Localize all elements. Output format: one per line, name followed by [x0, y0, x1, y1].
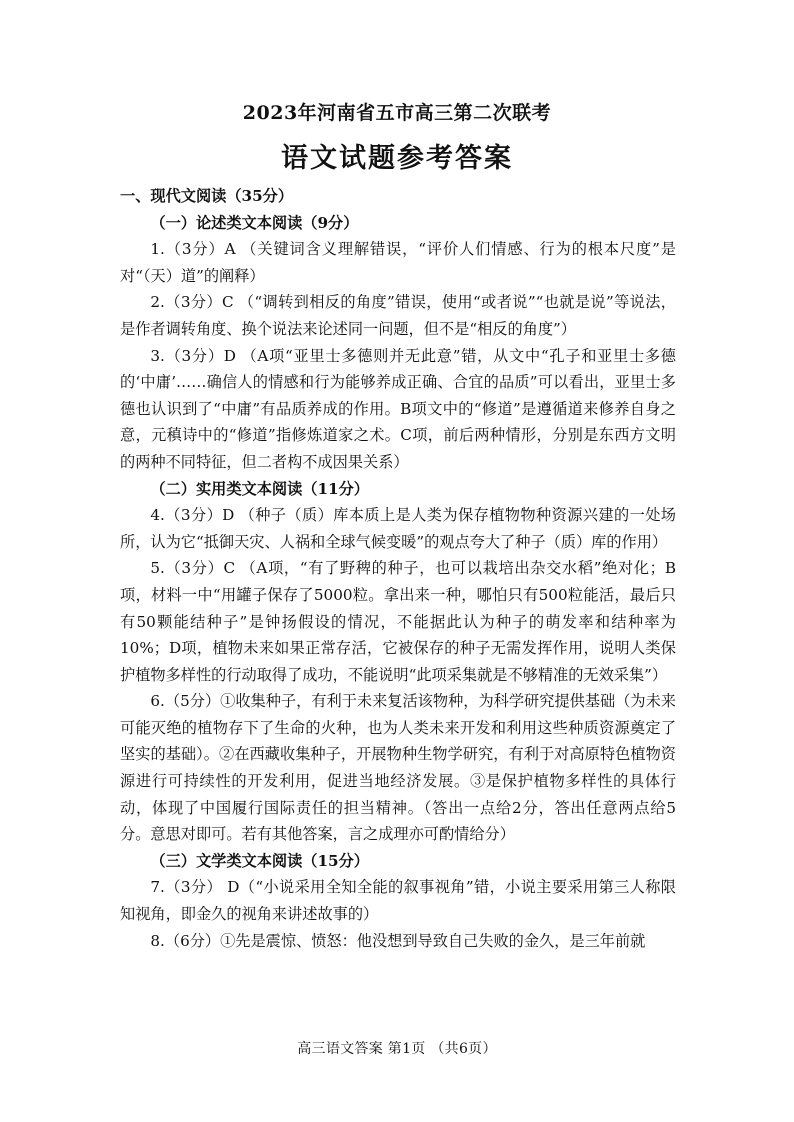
part-heading-argumentative: （一）论述类文本阅读（9分） — [150, 213, 359, 232]
answer-q4: 4.（3分）D （种子（质）库本质上是人类为保存植物物种资源兴建的一处场所，认为它“抵御天灾、人祸和全球气候变暖”的观点夸大了种子（质）库的作用） — [120, 506, 676, 551]
answer-q8: 8.（6分）①先是震惊、愤怒：他没想到导致自己失败的金久，是三年前就 — [150, 931, 646, 950]
answer-q1: 1.（3分）A （关键词含义理解错误，“评价人们情感、行为的根本尺度”是对“（天）道”的阐释） — [120, 240, 676, 285]
exam-title: 2023年河南省五市高三第二次联考 — [242, 102, 552, 124]
answer-q2: 2.（3分）C （“调转到相反的角度”错误，使用“或者说”“也就是说”等说法，是作者调转角度、换个说法来论述同一问题，但不是“相反的角度”） — [120, 293, 676, 338]
part-heading-practical: （二）实用类文本阅读（11分） — [150, 479, 369, 498]
answer-q5: 5.（3分）C （A项，“有了野稗的种子，也可以栽培出杂交水稻”绝对化；B项，材料一中“用罐子保存了5000粒。拿出来一种，哪怕只有500粒能活，最后只有50颗能结种子”是钟扬假设的情况，不能据此认为种子的萌发率和结种率为10%；D项，植物未来如果正常存活，它被保存的种子无需发挥作用，说明人类保护植物多样性的行动取得了成功，不能说明“此项采集就是不够精准的无效采集”） — [120, 559, 676, 684]
page-footer: 高三语文答案 第1页 （共6页） — [297, 1041, 497, 1057]
answer-q6: 6.（5分）①收集种子，有利于未来复活该物种，为科学研究提供基础（为未来可能灭绝的植物存下了生命的火种，也为人类未来开发和利用这些种质资源奠定了坚实的基础）。②在西藏收集种子，开展物种生物学研究，有利于对高原特色植物资源进行可持续性的开发利用，促进当地经济发展。③是保护植物多样性的具体行动，体现了中国履行国际责任的担当精神。（答出一点给2分，答出任意两点给5分。意思对即可。若有其他答案，言之成理亦可酌情给分） — [120, 692, 676, 844]
answer-q3: 3.（3分）D （A项“亚里士多德则并无此意”错，从文中“孔子和亚里士多德的‘中庸’……确信人的情感和行为能够养成正确、合宜的品质”可以看出，亚里士多德也认识到了“中庸”有品质养成的作用。B项文中的“修道”是遵循道来修养自身之意，元稹诗中的“修道”指修炼道家之术。C项，前后两种情形，分别是东西方文明的两种不同特征，但二者构不成因果关系） — [120, 346, 676, 471]
answer-q7: 7.（3分） D（“小说采用全知全能的叙事视角”错，小说主要采用第三人称限知视角，即金久的视角来讲述故事的） — [120, 878, 676, 924]
part-heading-literary: （三）文学类文本阅读（15分） — [150, 851, 369, 870]
section-heading-modern-reading: 一、现代文阅读（35分） — [120, 187, 294, 205]
answer-content — [120, 183, 676, 954]
document-title: 语文试题参考答案 — [281, 143, 513, 174]
